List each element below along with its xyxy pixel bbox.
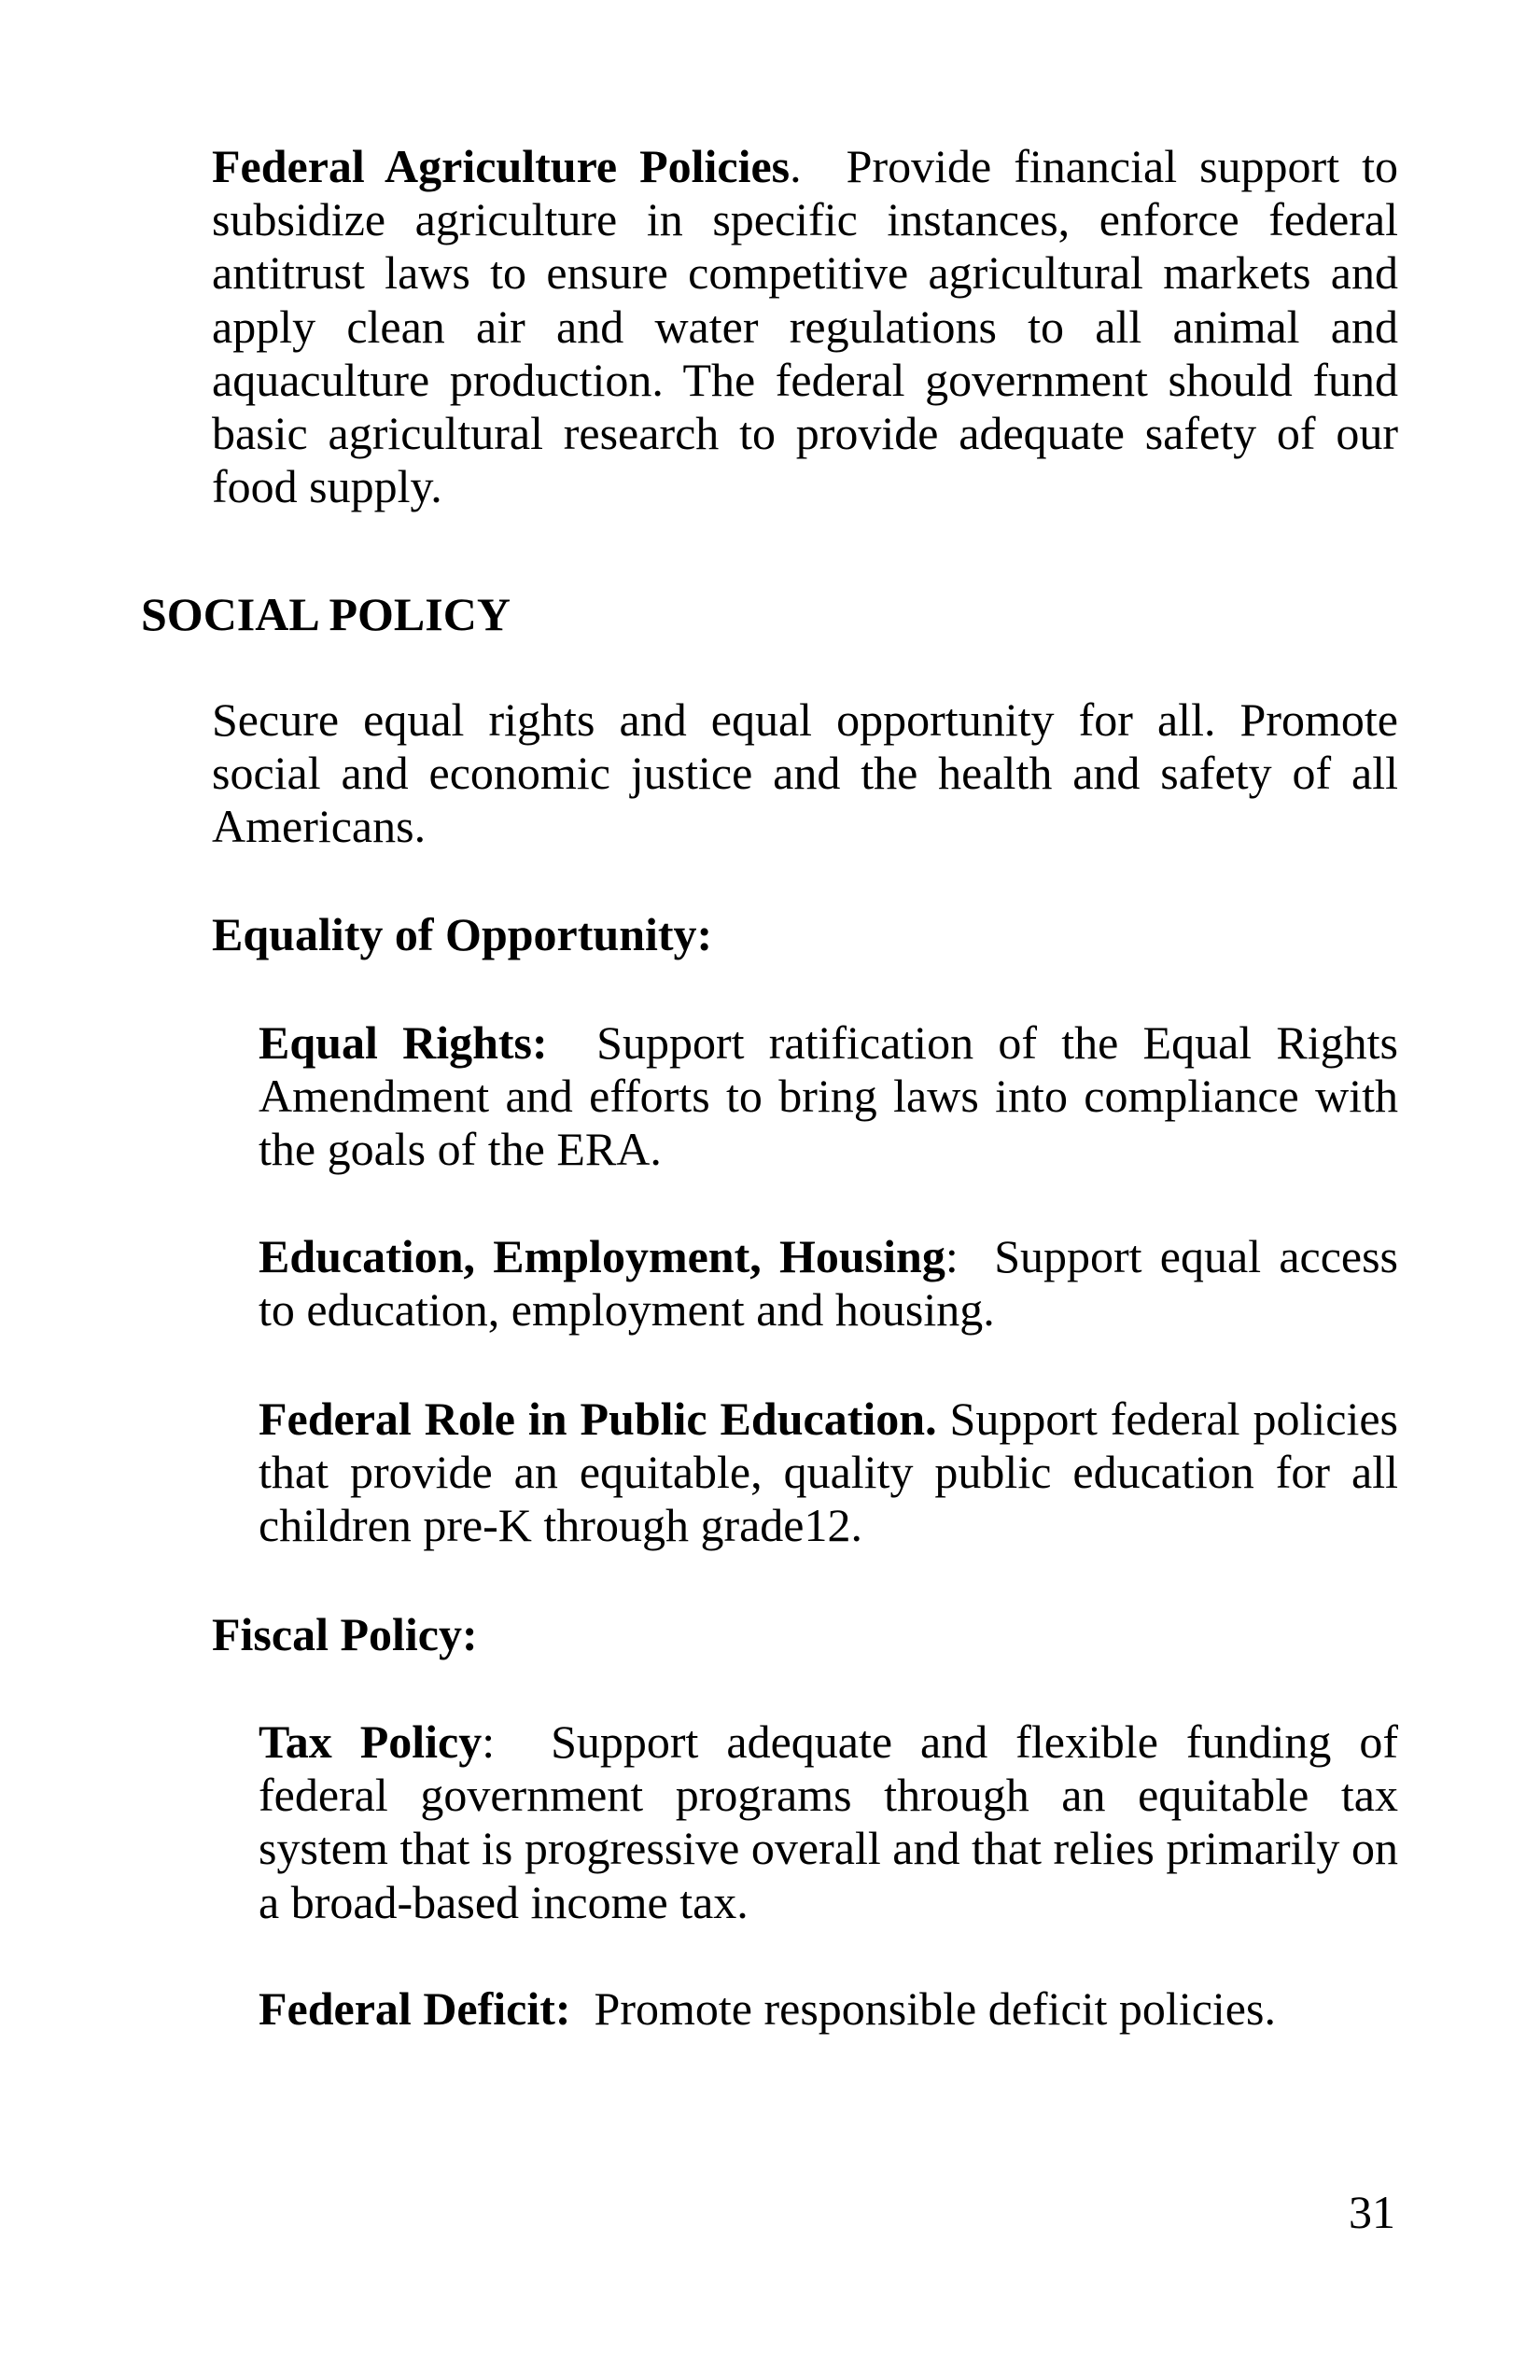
paragraph-line [259,1715,1398,1769]
paragraph-line: the goals of the ERA. [259,1123,662,1176]
page-number: 31 [1349,2186,1395,2238]
federal-deficit-lead: Federal Deficit: [259,1982,571,2035]
section-heading-social-policy: SOCIAL POLICY [141,588,511,640]
federal-role-paragraph [259,1393,1398,1553]
agriculture-line-text: Provide financial support to [801,140,1398,192]
paragraph-line: children pre-K through grade12. [259,1499,862,1552]
paragraph-line: to education, employment and housing. [259,1283,995,1337]
subheading-equality-of-opportunity: Equality of Opportunity: [212,908,713,960]
paragraph-line: food supply. [212,460,442,513]
federal-role-line-text: Support federal policies [936,1393,1398,1445]
paragraph-line: Americans. [212,800,427,853]
tax-policy-line-text: Support adequate and flexible funding of [495,1715,1398,1768]
paragraph-line [259,1393,1398,1446]
paragraph-line [259,1982,1398,2036]
paragraph-line: subsidize agriculture in specific instances, enforce federal [212,193,1398,246]
agriculture-lead: Federal Agriculture Policies [212,140,791,192]
federal-deficit-paragraph [259,1982,1398,2036]
paragraph-line: Secure equal rights and equal opportunity for all. Promote [212,693,1398,746]
paragraph-line: basic agricultural research to provide adequate safety of our [212,406,1398,459]
education-lead-punct: : [945,1230,959,1282]
education-lead: Education, Employment, Housing [259,1230,945,1282]
paragraph-line [212,140,1398,193]
education-line-text: Support equal access [958,1230,1398,1282]
tax-policy-lead-punct: : [482,1715,496,1768]
equal-rights-line-text: Support ratification of the Equal Rights [547,1016,1398,1069]
paragraph-line: system that is progressive overall and that relies primarily on [259,1822,1398,1875]
education-employment-housing-paragraph [259,1230,1398,1337]
paragraph-line [259,1016,1398,1070]
agriculture-paragraph [212,140,1398,513]
paragraph-line: a broad-based income tax. [259,1875,749,1928]
equal-rights-lead: Equal Rights: [259,1016,548,1069]
paragraph-line: Amendment and efforts to bring laws into compliance with [259,1070,1398,1123]
social-policy-intro [212,693,1398,854]
federal-role-lead: Federal Role in Public Education. [259,1393,937,1445]
subheading-fiscal-policy: Fiscal Policy: [212,1608,478,1660]
tax-policy-lead: Tax Policy [259,1715,483,1768]
paragraph-line [259,1230,1398,1283]
agriculture-lead-punct: . [790,140,802,192]
paragraph-line: federal government programs through an equitable tax [259,1769,1398,1822]
paragraph-line: antitrust laws to ensure competitive agricultural markets and [212,246,1398,300]
tax-policy-paragraph [259,1715,1398,1929]
paragraph-line: apply clean air and water regulations to all animal and [212,300,1398,353]
paragraph-line: aquaculture production. The federal government should fund [212,353,1398,406]
paragraph-line: that provide an equitable, quality public education for all [259,1446,1398,1499]
federal-deficit-line-text: Promote responsible deficit policies. [570,1982,1276,2035]
equal-rights-paragraph [259,1016,1398,1177]
paragraph-line: social and economic justice and the health and safety of all [212,747,1398,800]
